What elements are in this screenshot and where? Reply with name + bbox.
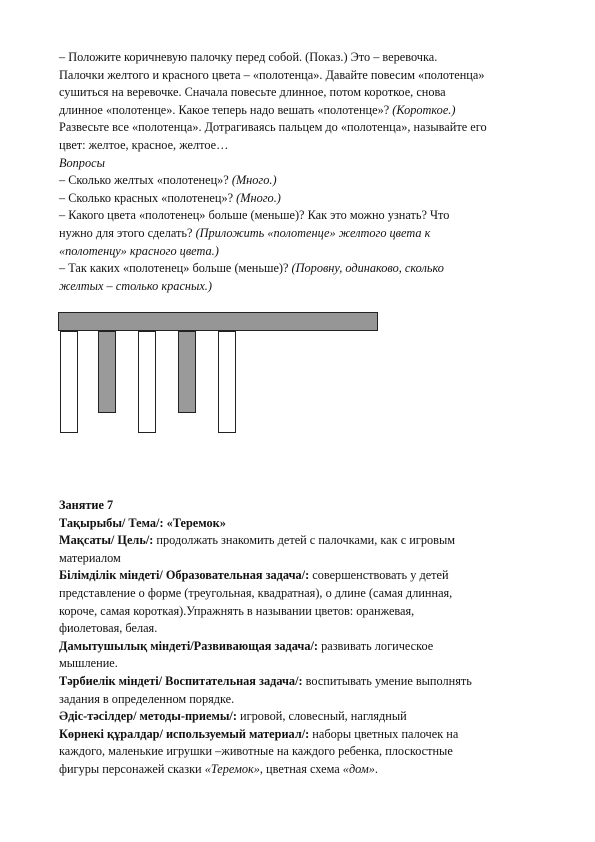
lesson-title: Занятие 7 [59, 498, 114, 512]
question-answer-line: «полотенцу» красного цвета.) [59, 243, 219, 258]
upbringing-label: Тәрбиелік міндеті/ Воспитательная задача/: [59, 673, 303, 688]
materials-text: фигуры персонажей сказки [59, 761, 205, 776]
materials-text: , цветная схема [259, 761, 343, 776]
intro-line: сушиться на веревочке. Сначала повесьте длинное, потом короткое, снова [59, 85, 446, 100]
intro-line: – Положите коричневую палочку перед собой. (Показ.) Это – веревочка. [59, 50, 438, 64]
materials-italic: «Теремок» [204, 761, 260, 776]
lesson-edu-cont: представление о форме (треугольная, квадратная), о длине (самая длинная, [59, 585, 453, 600]
intro-line: Развесьте все «полотенца». Дотрагиваясь пальцем до «полотенца», называйте его [59, 120, 487, 135]
towel-bar-long [60, 331, 78, 433]
lesson-materials [59, 726, 549, 744]
dev-label: Дамытушылық міндеті/Развивающая задача/: [59, 638, 319, 653]
question-line [59, 172, 549, 190]
towel-bar-short [98, 331, 116, 413]
intro-section [59, 49, 549, 295]
intro-answer: (Короткое.) [392, 102, 456, 117]
question-text: нужно для этого сделать? [59, 225, 196, 240]
lesson-section [59, 497, 549, 779]
questions-heading: Вопросы [59, 155, 105, 170]
edu-text: совершенствовать у детей [309, 568, 449, 583]
lesson-dev-task [59, 638, 549, 656]
materials-italic: «дом» [342, 761, 375, 776]
lesson-edu-cont: короче, самая короткая).Упражнять в назывании цветов: оранжевая, [59, 603, 415, 618]
question-line [59, 260, 549, 278]
rope-rail [58, 312, 378, 331]
question-line [59, 225, 549, 243]
lesson-edu-task [59, 567, 549, 585]
lesson-materials-cont [59, 761, 549, 779]
question-text: – Сколько красных «полотенец»? [59, 190, 237, 205]
question-text: – Сколько желтых «полотенец»? [59, 173, 232, 188]
materials-text: наборы цветных палочек на [309, 726, 459, 741]
towel-bar-short [178, 331, 196, 413]
goal-text: продолжать знакомить детей с палочками, как с игровым [153, 533, 455, 548]
lesson-upbringing-task [59, 673, 549, 691]
methods-text: игровой, словесный, наглядный [236, 709, 407, 724]
question-answer: (Приложить «полотенце» желтого цвета к [195, 225, 431, 240]
upbringing-text: воспитывать умение выполнять [302, 673, 472, 688]
question-line [59, 190, 549, 208]
towel-bar-long [138, 331, 156, 433]
towel-bar-long [218, 331, 236, 433]
dev-text: развивать логическое [318, 638, 434, 653]
lesson-methods [59, 708, 549, 726]
question-text: – Так каких «полотенец» больше (меньше)? [59, 261, 292, 276]
lesson-materials-cont: каждого, маленькие игрушки –животные на каждого ребенка, плоскостные [59, 744, 453, 759]
question-answer: (Поровну, одинаково, сколько [291, 261, 444, 276]
intro-line [59, 102, 549, 120]
lesson-dev-cont: мышление. [59, 656, 118, 671]
question-answer: (Много.) [236, 190, 281, 205]
intro-text: длинное «полотенце». Какое теперь надо вешать «полотенце»? [59, 102, 393, 117]
lesson-goal [59, 532, 549, 550]
question-answer: (Много.) [231, 173, 277, 188]
methods-label: Әдіс-тәсілдер/ методы-приемы/: [59, 709, 237, 724]
question-line: – Какого цвета «полотенец» больше (меньше)? Как это можно узнать? Что [59, 208, 450, 223]
intro-line: цвет: желтое, красное, желтое… [59, 137, 229, 152]
materials-text: . [374, 761, 378, 776]
materials-label: Көрнекі құралдар/ используемый материал/: [59, 726, 310, 741]
towels-figure [58, 312, 380, 434]
edu-label: Білімділік міндеті/ Образовательная задача/: [59, 568, 310, 583]
lesson-topic: Тақырыбы/ Тема/: «Теремок» [59, 515, 226, 530]
lesson-upbringing-cont: задания в определенном порядке. [59, 691, 235, 706]
intro-line: Палочки желтого и красного цвета – «полотенца». Давайте повесим «полотенца» [59, 67, 485, 82]
lesson-edu-cont: фиолетовая, белая. [59, 621, 158, 636]
goal-label: Мақсаты/ Цель/: [59, 533, 154, 548]
lesson-goal-cont: материалом [59, 550, 121, 565]
question-answer-line: желтых – столько красных.) [59, 278, 212, 293]
